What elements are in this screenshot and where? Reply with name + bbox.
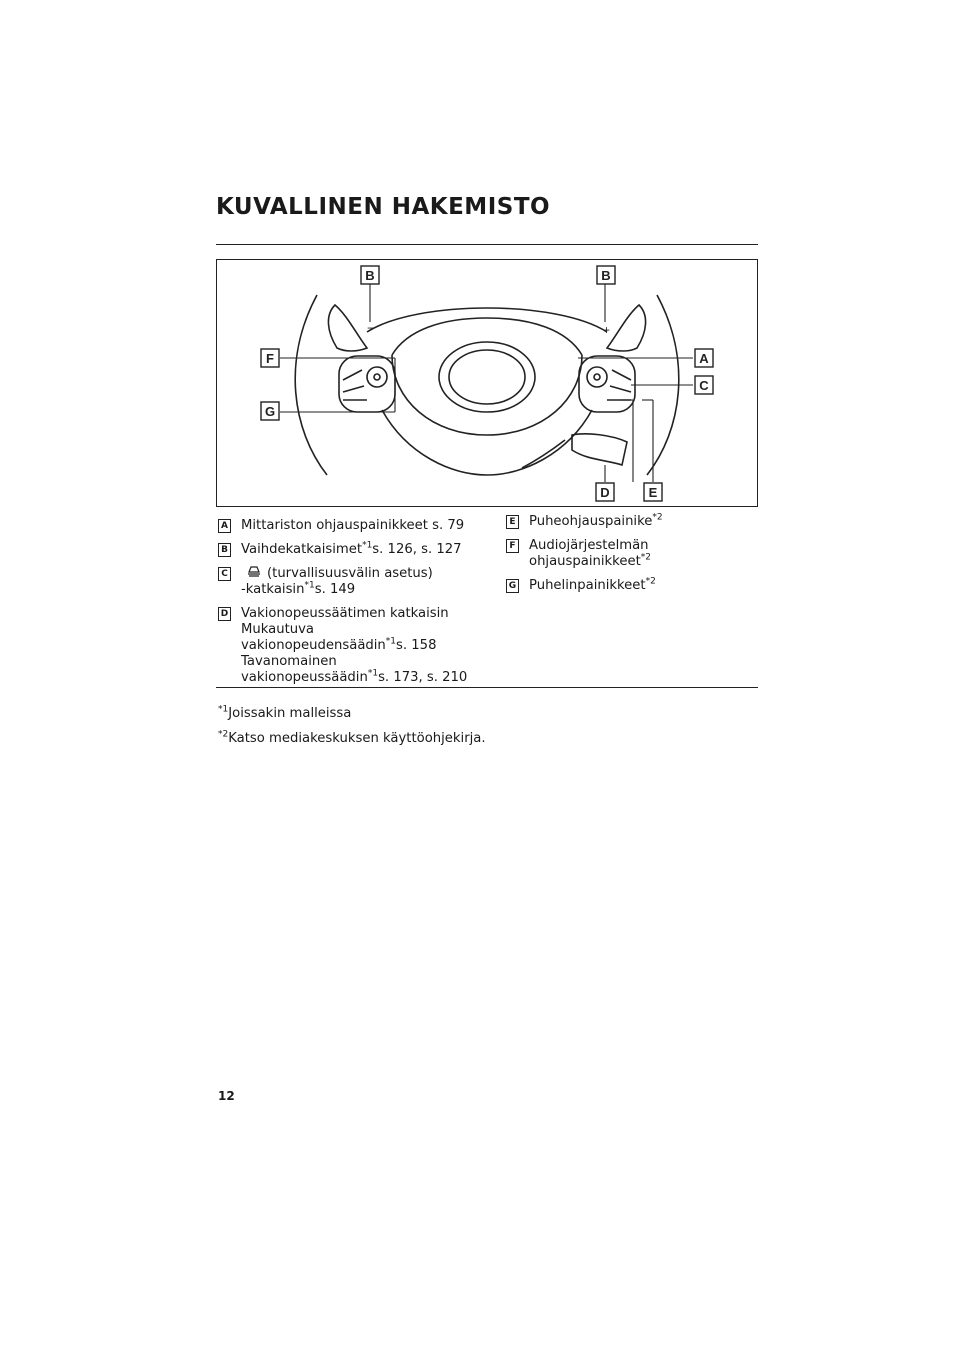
distance-icon (247, 566, 261, 578)
legend-item-d (218, 606, 488, 686)
legend-item-f (506, 538, 766, 570)
wheel-hub-outer (439, 342, 535, 412)
legend-letter: E (506, 515, 519, 529)
steering-wheel-illustration (216, 259, 758, 507)
page-title: KUVALLINEN HAKEMISTO (216, 194, 551, 220)
legend-letter: D (218, 607, 231, 621)
right-meter-dial (587, 367, 607, 387)
legend-text: (turvallisuusvälin asetus) (241, 566, 488, 582)
legend-text: Puhelinpainikkeet$^{*2}$ (529, 576, 656, 593)
legend-letter: C (218, 567, 231, 581)
legend-text: vakionopeussäädin$^{*1}$s. 173, s. 210 (241, 668, 468, 685)
legend-text: Vakionopeussäätimen katkaisin (241, 606, 449, 621)
paddle-right (607, 305, 646, 351)
legend-text: Puheohjauspainike$^{*2}$ (529, 512, 663, 529)
legend-text: Mittariston ohjauspainikkeet s. 79 (241, 518, 465, 533)
legend-text: Mukautuva (241, 622, 314, 637)
legend-letter: F (506, 539, 519, 553)
wheel-hub-inner (449, 350, 525, 404)
callout-b-right: B (601, 268, 611, 283)
legend-item-c (218, 566, 488, 598)
callout-b-left: B (365, 268, 375, 283)
left-audio-dial (367, 367, 387, 387)
legend-list-left (218, 518, 488, 694)
paddle-left (328, 305, 367, 351)
title-divider (216, 244, 758, 245)
legend-item-a (218, 518, 488, 534)
page-number: 12 (218, 1089, 235, 1103)
cruise-control-lever (572, 434, 627, 465)
callout-a: A (699, 351, 709, 366)
left-switch-cluster (339, 356, 395, 412)
footnote-2: $^{*2}$Katso mediakeskuksen käyttöohjekirja. (218, 729, 486, 746)
right-switch-cluster (579, 356, 635, 412)
legend-item-b (218, 542, 488, 558)
steering-wheel-svg (217, 260, 757, 506)
footnote-1: $^{*1}$Joissakin malleissa (218, 704, 352, 721)
legend-letter: B (218, 543, 231, 557)
legend-text: Audiojärjestelmän ohjauspainikkeet$^{*2}$ (529, 538, 651, 569)
callout-e: E (648, 485, 658, 500)
callout-g: G (264, 404, 276, 419)
legend-letter: A (218, 519, 231, 533)
paddle-plus-sign: + (603, 323, 611, 337)
legend-letter: G (506, 579, 519, 593)
legend-text: vakionopeudensäädin$^{*1}$s. 158 (241, 636, 437, 653)
legend-divider (216, 687, 758, 688)
wheel-upper-arc (367, 308, 607, 332)
legend-item-g (506, 578, 766, 594)
callout-f: F (266, 351, 274, 366)
paddle-minus-sign: − (367, 321, 375, 335)
wheel-rim-left (295, 295, 327, 475)
legend-item-e (506, 514, 766, 530)
legend-text: Vaihdekatkaisimet$^{*1}$s. 126, s. 127 (241, 540, 462, 557)
callout-d: D (600, 485, 610, 500)
legend-text: Tavanomainen (241, 654, 337, 669)
legend-list-right (506, 514, 766, 602)
legend-text: -katkaisin$^{*1}$s. 149 (241, 580, 356, 597)
footnotes (218, 706, 486, 756)
callout-c: C (699, 378, 709, 393)
